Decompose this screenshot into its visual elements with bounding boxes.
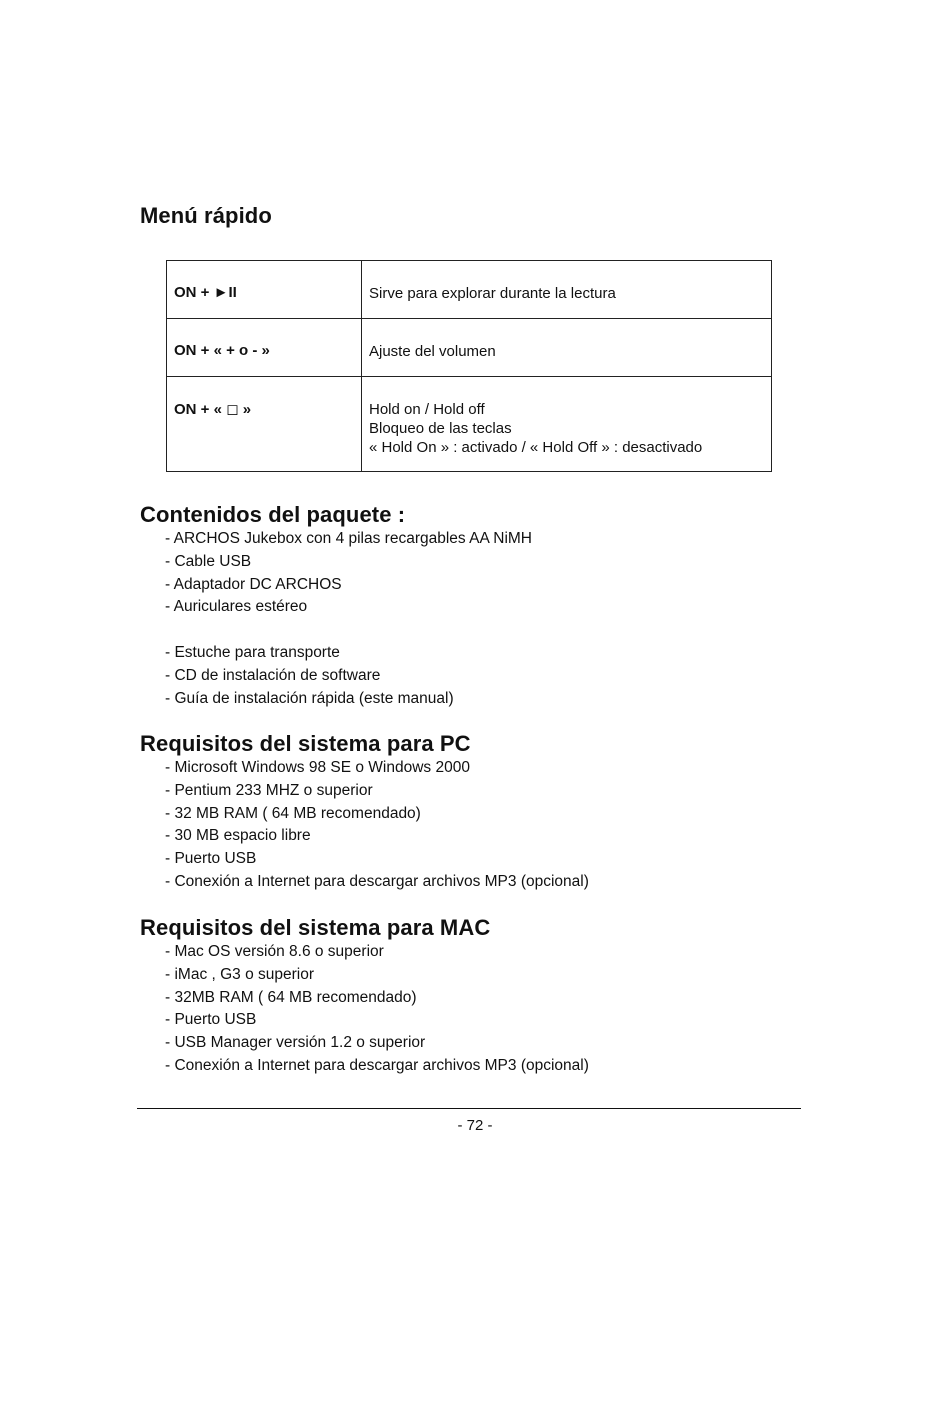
description-line: Bloqueo de las teclas [369,420,512,437]
description-line: Hold on / Hold off [369,401,485,418]
table-row [167,377,772,472]
list-item: - Microsoft Windows 98 SE o Windows 2000 [165,759,470,776]
list-item: - Cable USB [165,552,252,570]
pc-requirements-heading: Requisitos del sistema para PC [140,731,471,756]
key-combo: ON + « + o - » [167,319,362,377]
page-number: - 72 - [457,1117,493,1134]
list-spacer [165,619,532,642]
list-item: - Pentium 233 MHZ o superior [165,781,373,799]
list-item: - Conexión a Internet para descargar archivos MP3 (opcional) [165,872,589,890]
list-item: - 32MB RAM ( 64 MB recomendado) [165,988,417,1006]
mac-requirements-list [165,941,589,1078]
list-item: - USB Manager versión 1.2 o superior [165,1034,426,1052]
description-line: Sirve para explorar durante la lectura [369,285,616,302]
list-item: - ARCHOS Jukebox con 4 pilas recargables AA NiMH [165,530,532,547]
key-description [362,377,772,472]
quick-menu-heading: Menú rápido [140,203,272,228]
list-item: - iMac , G3 o superior [165,965,315,983]
list-item: - 32 MB RAM ( 64 MB recomendado) [165,804,421,822]
list-item: - CD de instalación de software [165,666,381,684]
table-row [167,319,772,377]
key-combo: ON + « ◻ » [167,377,362,472]
list-item: - Auriculares estéreo [165,598,308,616]
quick-menu-table [166,260,772,472]
list-item: - Mac OS versión 8.6 o superior [165,943,384,960]
key-combo: ON + ►II [167,261,362,319]
list-item: - Estuche para transporte [165,643,340,661]
list-item: - Puerto USB [165,850,257,868]
list-item: - Adaptador DC ARCHOS [165,575,342,593]
mac-requirements-heading: Requisitos del sistema para MAC [140,915,491,940]
table-row [167,261,772,319]
description-line: « Hold On » : activado / « Hold Off » : desactivado [369,439,703,456]
description-line: Ajuste del volumen [369,343,496,360]
list-item: - Puerto USB [165,1011,257,1029]
list-item: - 30 MB espacio libre [165,827,311,845]
key-description [362,261,772,319]
list-item: - Guía de instalación rápida (este manual) [165,689,454,707]
footer-divider [137,1108,801,1109]
key-description [362,319,772,377]
package-contents-list [165,528,532,710]
package-contents-heading: Contenidos del paquete : [140,502,406,527]
pc-requirements-list [165,757,589,894]
list-item: - Conexión a Internet para descargar archivos MP3 (opcional) [165,1056,589,1074]
